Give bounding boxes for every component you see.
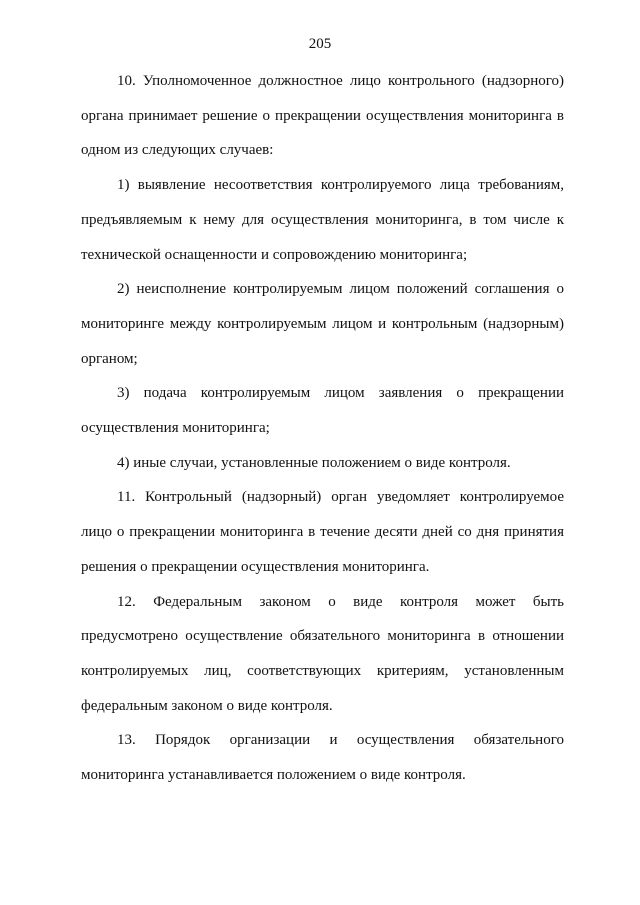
paragraph-10: 10. Уполномоченное должностное лицо контрольного (надзорного) органа принимает решение о прекращении осуществления мониторинга в одном из следующих случаев:: [81, 73, 564, 159]
page-number: 205: [308, 36, 332, 52]
paragraph-10-item-3: 3) подача контролируемым лицом заявления о прекращении осуществления мониторинга;: [81, 385, 564, 437]
paragraph-12: 12. Федеральным законом о виде контроля может быть предусмотрено осуществление обязательного мониторинга в отношении контролируемых лиц, соответствующих критериям, установленным федеральным законом о виде контроля.: [81, 593, 564, 714]
paragraph-10-item-1: 1) выявление несоответствия контролируемого лица требованиям, предъявляемым к нему для осуществления мониторинга, в том числе к технической оснащенности и сопровождению мониторинга;: [81, 177, 564, 263]
paragraph-10-item-2: 2) неисполнение контролируемым лицом положений соглашения о мониторинге между контролируемым лицом и контрольным (надзорным) органом;: [81, 281, 564, 367]
document-body: [81, 64, 564, 793]
paragraph-11: 11. Контрольный (надзорный) орган уведомляет контролируемое лицо о прекращении мониторинга в течение десяти дней со дня принятия решения о прекращении осуществления мониторинга.: [81, 489, 564, 575]
paragraph-10-item-4: 4) иные случаи, установленные положением о виде контроля.: [117, 454, 511, 471]
paragraph-13: 13. Порядок организации и осуществления обязательного мониторинга устанавливается положением о виде контроля.: [81, 732, 564, 784]
